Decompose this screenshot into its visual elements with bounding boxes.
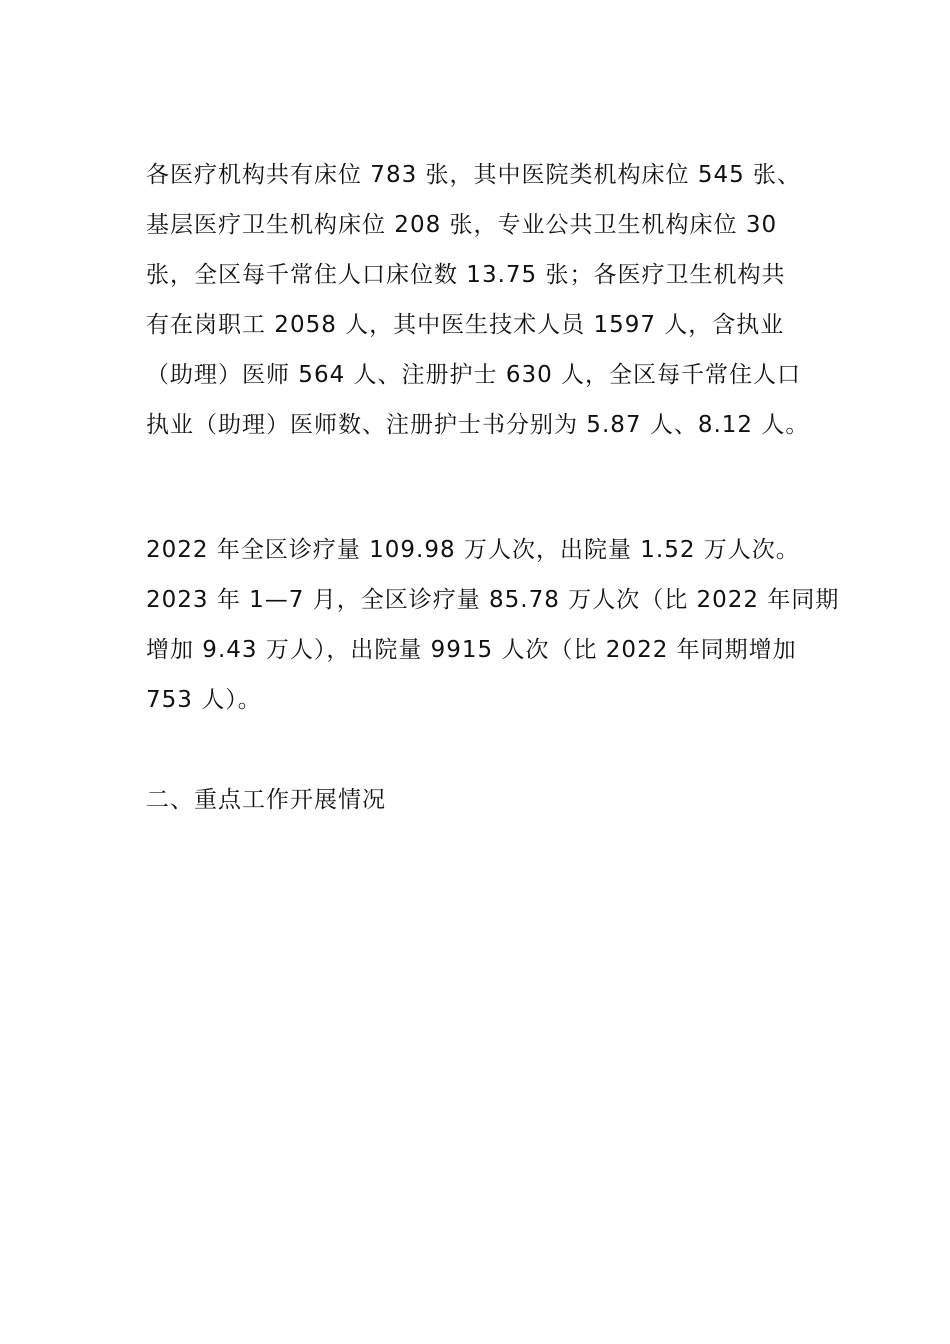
paragraph-hospital-resources xyxy=(146,150,826,450)
text-line: 执业（助理）医师数、注册护士书分别为 5.87 人、8.12 人。 xyxy=(146,412,810,438)
text-line: 张，全区每千常住人口床位数 13.75 张；各医疗卫生机构共 xyxy=(146,262,786,288)
paragraph-patient-volume xyxy=(146,525,840,725)
text-line: （助理）医师 564 人、注册护士 630 人，全区每千常住人口 xyxy=(146,362,802,388)
text-line: 753 人）。 xyxy=(146,687,262,713)
text-line: 有在岗职工 2058 人，其中医生技术人员 1597 人，含执业 xyxy=(146,312,785,338)
section-heading: 二、重点工作开展情况 xyxy=(146,787,386,813)
text-line: 基层医疗卫生机构床位 208 张，专业公共卫生机构床位 30 xyxy=(146,212,778,238)
text-line: 增加 9.43 万人），出院量 9915 人次（比 2022 年同期增加 xyxy=(146,637,797,663)
text-line: 2022 年全区诊疗量 109.98 万人次，出院量 1.52 万人次。 xyxy=(146,537,800,563)
text-line: 各医疗机构共有床位 783 张，其中医院类机构床位 545 张、 xyxy=(146,162,802,188)
text-line: 2023 年 1—7 月，全区诊疗量 85.78 万人次（比 2022 年同期 xyxy=(146,587,840,613)
